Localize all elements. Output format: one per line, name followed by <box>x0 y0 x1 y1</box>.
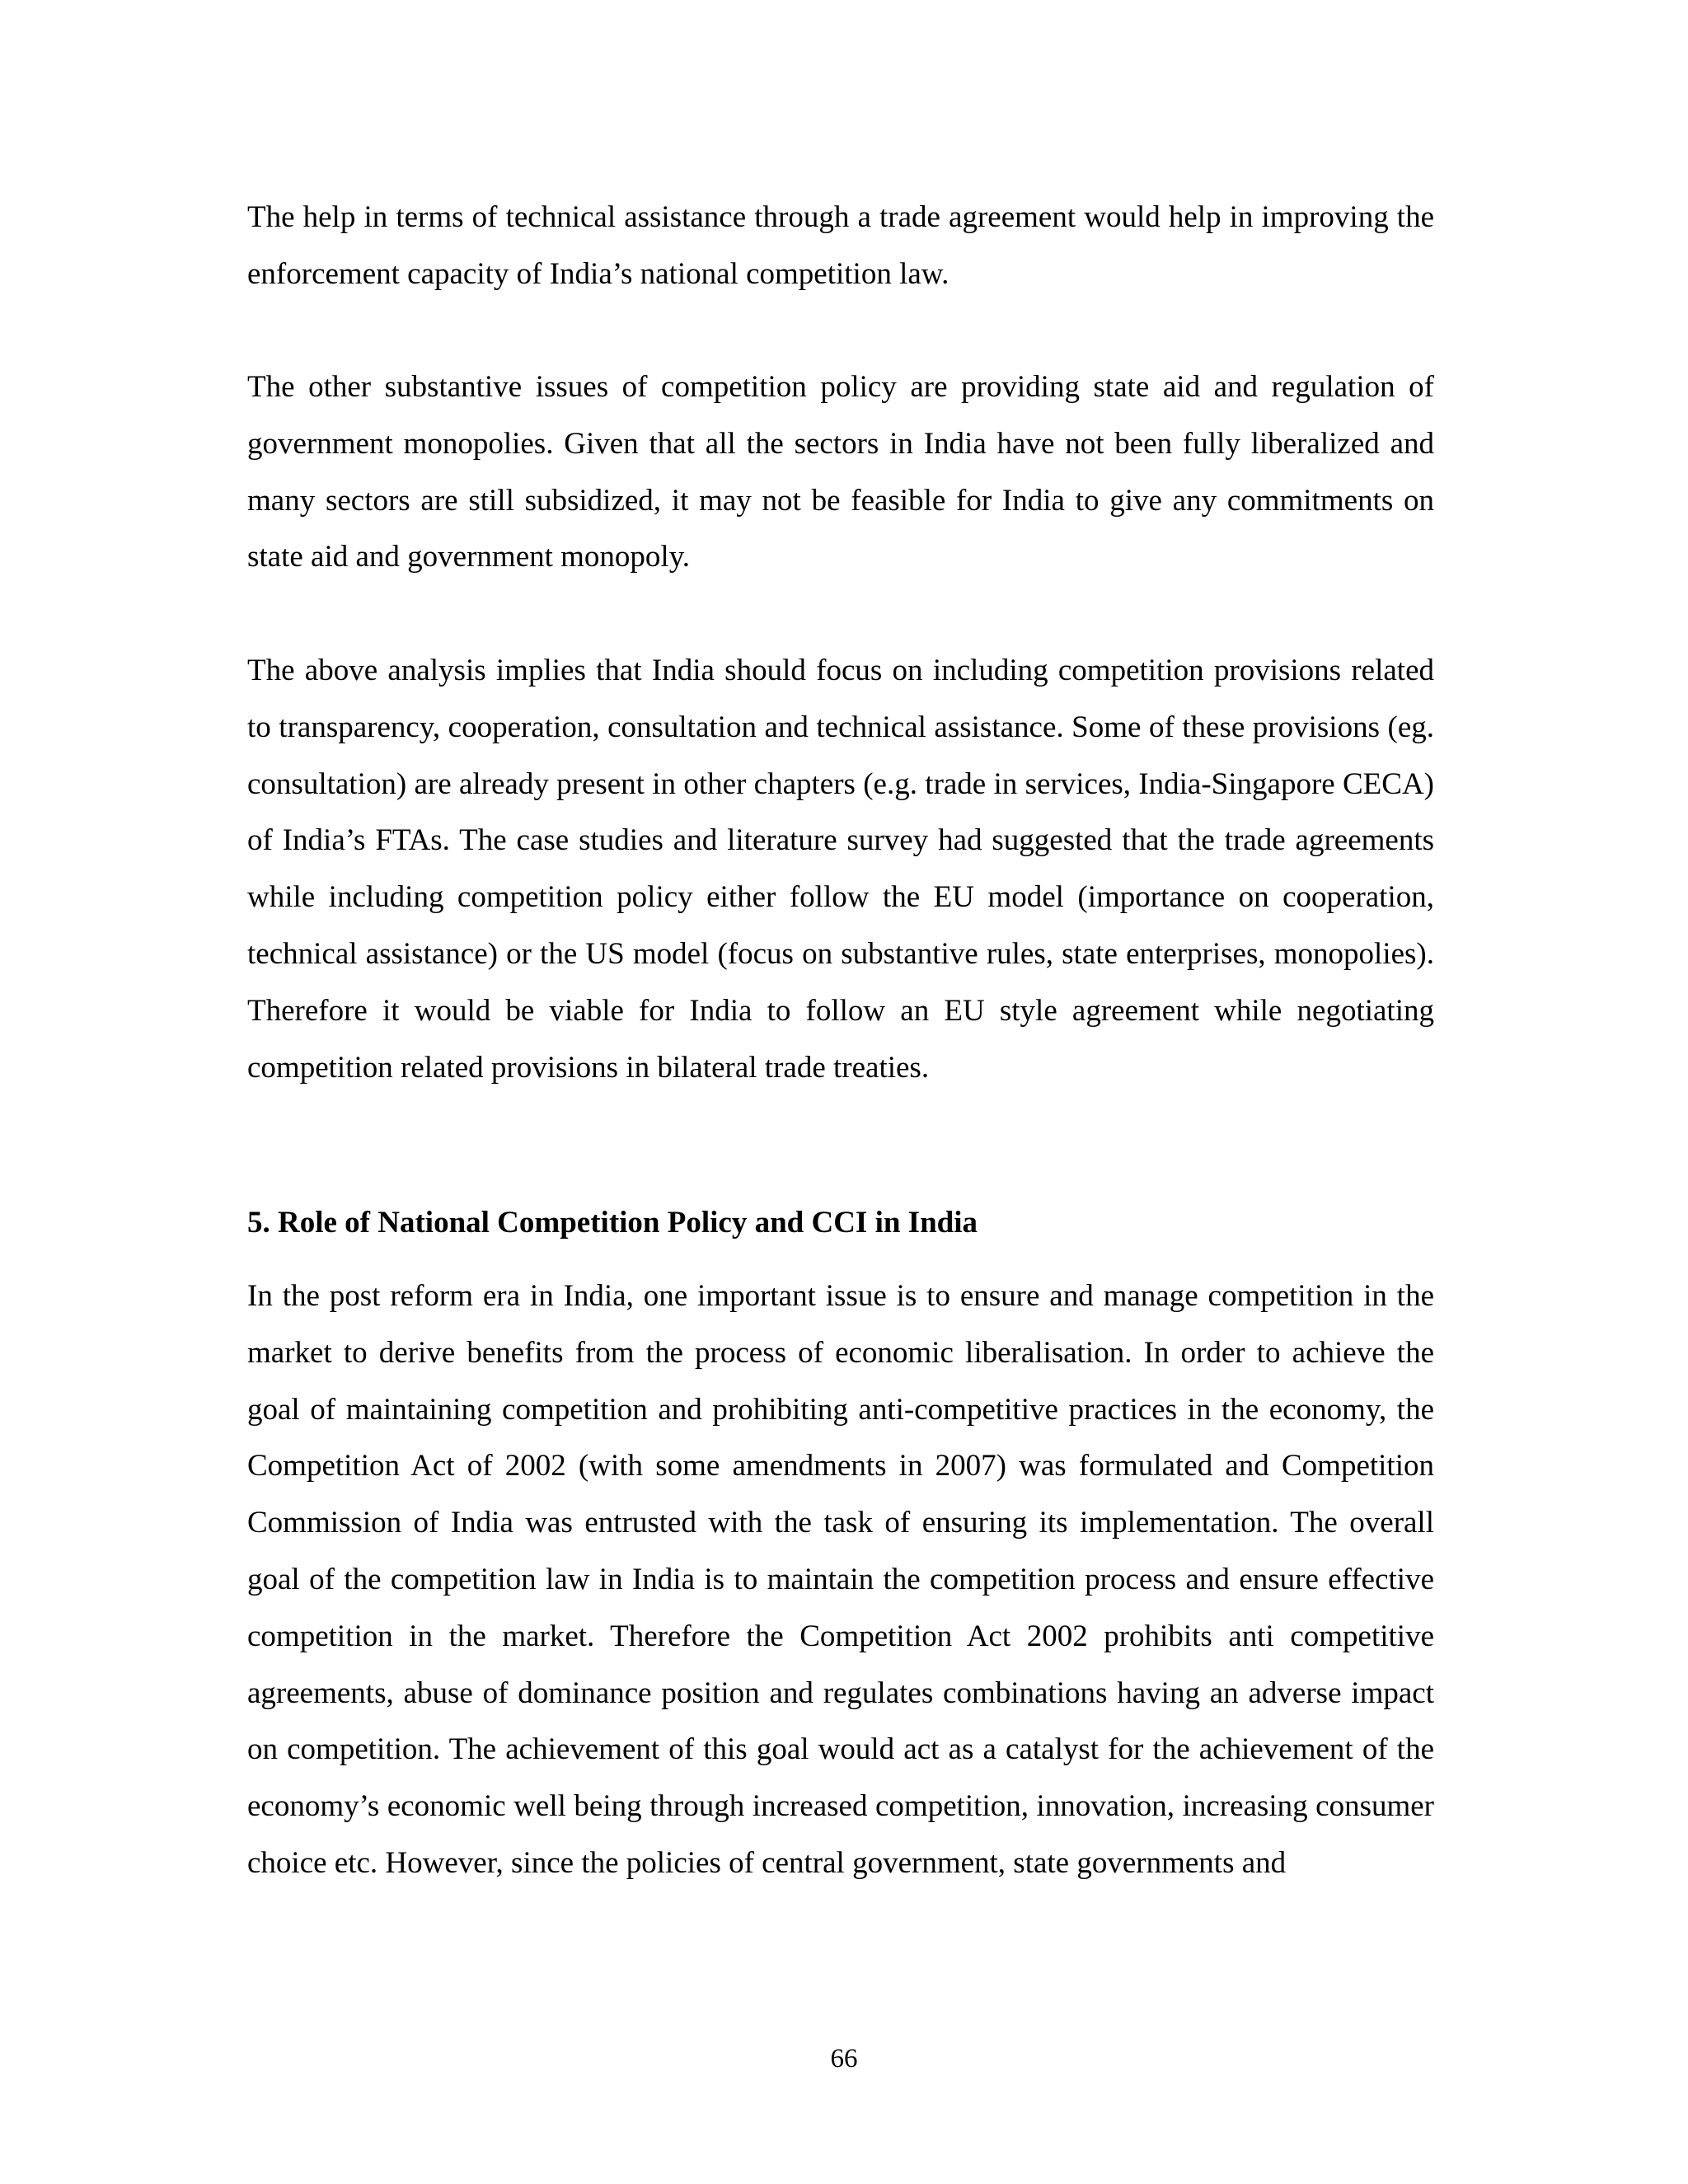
section-heading: 5. Role of National Competition Policy and CCI in India <box>247 1206 978 1240</box>
paragraph-analysis: The above analysis implies that India should focus on including competition provisions related to transparency, cooperation, consultation and technical assistance. Some of these provisions (eg. consultation) are already present in other chapters (e.g. trade in services, India-Singapore CECA) of India’s FTAs. The case studies and literature survey had suggested that the trade agreements while including competition policy either follow the EU model (importance on cooperation, technical assistance) or the US model (focus on substantive rules, state enterprises, monopolies). Therefore it would be viable for India to follow an EU style agreement while negotiating competition related provisions in bilateral trade treaties. <box>247 654 1434 1085</box>
paragraph-competition-policy: In the post reform era in India, one important issue is to ensure and manage competition in the market to derive benefits from the process of economic liberalisation. In order to achieve the goal of maintaining competition and prohibiting anti-competitive practices in the economy, the Competition Act of 2002 (with some amendments in 2007) was formulated and Competition Commission of India was entrusted with the task of ensuring its implementation. The overall goal of the competition law in India is to maintain the competition process and ensure effective competition in the market. Therefore the Competition Act 2002 prohibits anti competitive agreements, abuse of dominance position and regulates combinations having an adverse impact on competition. The achievement of this goal would act as a catalyst for the achievement of the economy’s economic well being through increased competition, innovation, increasing consumer choice etc. However, since the policies of central government, state governments and <box>247 1279 1434 1880</box>
page-number: 66 <box>830 2044 858 2074</box>
paragraph-state-aid: The other substantive issues of competition policy are providing state aid and regulation of government monopolies. Given that all the sectors in India have not been fully liberalized and many sectors are still subsidized, it may not be feasible for India to give any commitments on state aid and government monopoly. <box>247 370 1434 574</box>
paragraph-technical-assistance: The help in terms of technical assistance through a trade agreement would help in improving the enforcement capacity of India’s national competition law. <box>247 200 1434 291</box>
